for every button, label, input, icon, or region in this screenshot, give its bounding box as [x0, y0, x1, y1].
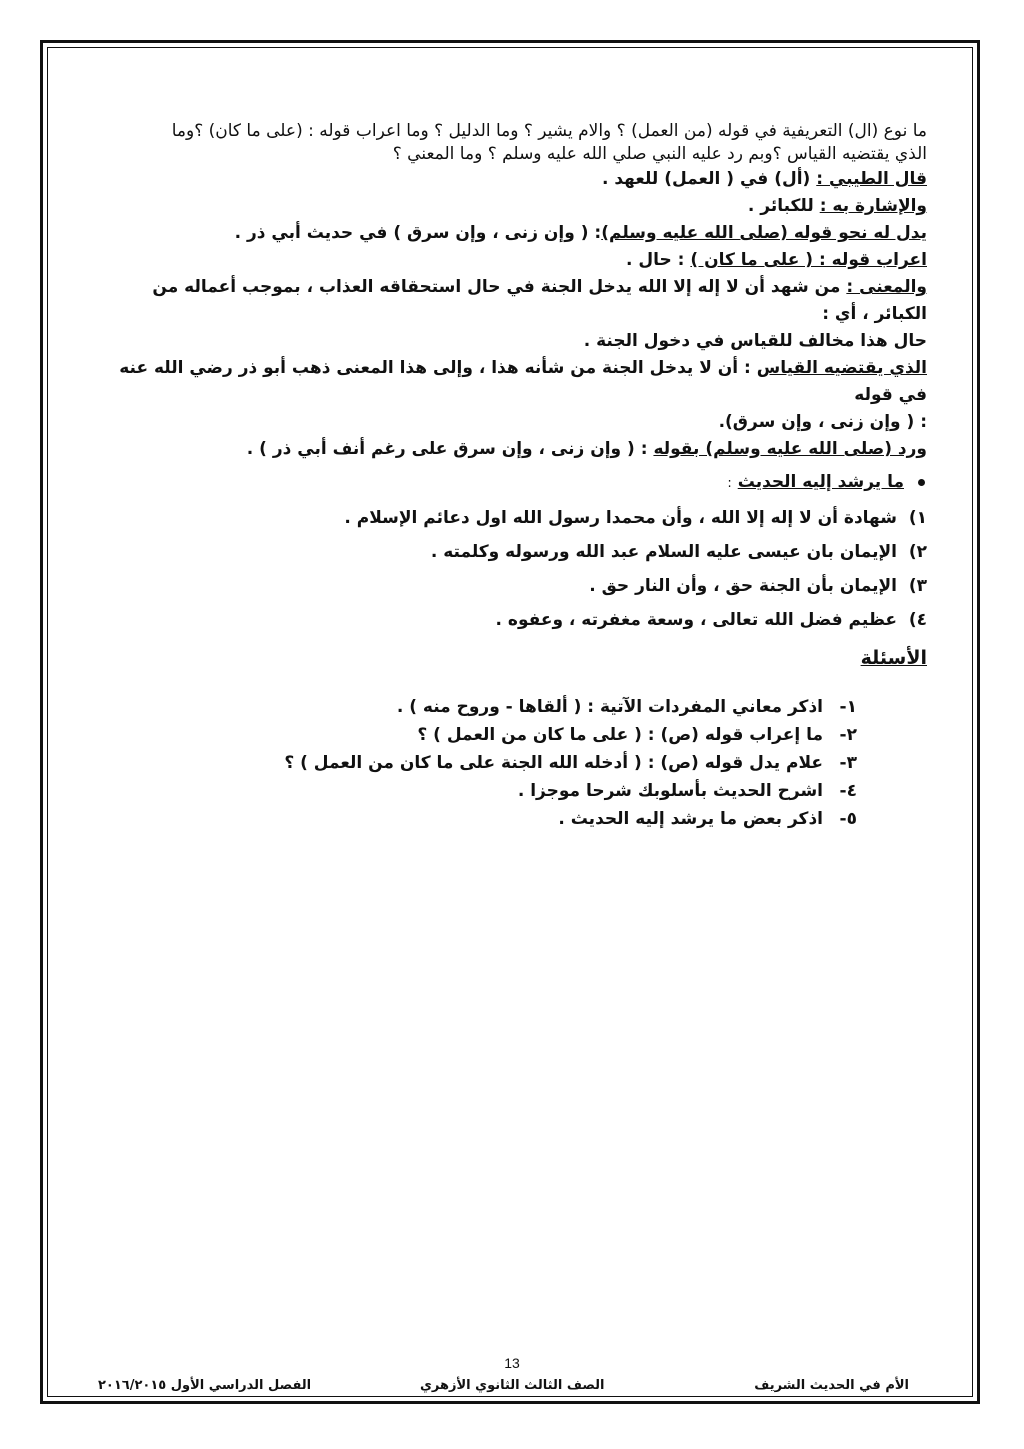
bullet-icon	[918, 479, 925, 486]
list-item: ٥-اذكر بعض ما يرشد إليه الحديث .	[558, 809, 857, 829]
page-number: 13	[504, 1355, 520, 1371]
list-item: ٣-علام يدل قوله (ص) : ( أدخله الله الجنة على ما كان من العمل ) ؟	[284, 753, 857, 773]
answer-yadul-label: يدل له نحو قوله (صلى الله عليه وسلم)	[601, 223, 927, 243]
guidance-heading	[95, 467, 927, 499]
answer-yadul	[95, 220, 927, 247]
answer-qiyas	[95, 355, 927, 409]
answer-yadul-text: : ( وإن زنى ، وإن سرق ) في حديث أبي ذر .	[234, 223, 602, 243]
answer-tibi	[95, 166, 927, 193]
answer-irab	[95, 247, 927, 274]
intro-question-line-1: ما نوع (ال) التعريفية في قوله (من العمل) ؟ والام يشير ؟ وما الدليل ؟ وما اعراب قوله : (على ما كان) ؟وما	[171, 121, 927, 141]
document-content	[95, 120, 927, 833]
answer-qiyas-text-1: : أن لا يدخل الجنة من شأنه هذا ، وإلى هذا المعنى ذهب أبو ذر رضي الله عنه في قوله	[119, 358, 927, 405]
list-item: ٤)عظيم فضل الله تعالى ، وسعة مغفرته ، وعفوه .	[495, 610, 927, 630]
questions-title: الأسئلة	[860, 647, 927, 669]
guidance-list	[95, 501, 927, 637]
guidance-colon: :	[727, 476, 732, 491]
answer-ishara	[95, 193, 927, 220]
answer-ishara-text: للكبائر .	[747, 196, 820, 216]
answer-warad-label: ورد (صلى الله عليه وسلم) بقوله	[653, 439, 927, 459]
list-item: ٢)الإيمان بان عيسى عليه السلام عبد الله ورسوله وكلمته .	[430, 542, 927, 562]
answer-ishara-label: والإشارة به :	[819, 196, 927, 216]
footer-term: الفصل الدراسي الأول ٢٠١٦/٢٠١٥	[98, 1378, 312, 1393]
list-item: ١-اذكر معاني المفردات الآتية : ( ألقاها - وروح منه ) .	[396, 697, 857, 717]
answer-tibi-label: قال الطيبي :	[816, 169, 927, 189]
list-item: ٤-اشرح الحديث بأسلوبك شرحا موجزا .	[517, 781, 857, 801]
questions-list	[95, 693, 927, 833]
answer-warad-text: : ( وإن زنى ، وإن سرق على رغم أنف أبي ذر ) .	[246, 439, 654, 459]
intro-question-line-2: الذي يقتضيه القياس ؟وبم رد عليه النبي صلي الله عليه وسلم ؟ وما المعني ؟	[392, 144, 927, 164]
answer-mana-text-2: حال هذا مخالف للقياس في دخول الجنة .	[583, 331, 927, 351]
answer-mana-label: والمعنى :	[846, 277, 927, 297]
answer-qiyas-label: الذي يقتضيه القياس	[756, 358, 927, 378]
list-item: ٣)الإيمان بأن الجنة حق ، وأن النار حق .	[589, 576, 927, 596]
footer-book-title: الأم في الحديث الشريف	[754, 1378, 909, 1393]
answer-mana-text-1: من شهد أن لا إله إلا الله يدخل الجنة في حال استحقاقه العذاب ، بموجب أعماله من الكبائر ، أي :	[152, 277, 927, 324]
footer-grade: الصف الثالث الثانوي الأزهري	[420, 1378, 605, 1393]
answer-irab-label: اعراب قوله : ( على ما كان )	[690, 250, 927, 270]
answer-tibi-text: (أل) في ( العمل) للعهد .	[601, 169, 817, 189]
list-item: ٢-ما إعراب قوله (ص) : ( على ما كان من العمل ) ؟	[417, 725, 857, 745]
list-item: ١)شهادة أن لا إله إلا الله ، وأن محمدا رسول الله اول دعائم الإسلام .	[344, 508, 927, 528]
answer-mana	[95, 274, 927, 328]
answer-irab-text: : حال .	[625, 250, 691, 270]
answer-qiyas-text-2: : ( وإن زنى ، وإن سرق).	[718, 412, 927, 432]
guidance-title: ما يرشد إليه الحديث	[737, 472, 904, 492]
answer-warad	[95, 436, 927, 463]
